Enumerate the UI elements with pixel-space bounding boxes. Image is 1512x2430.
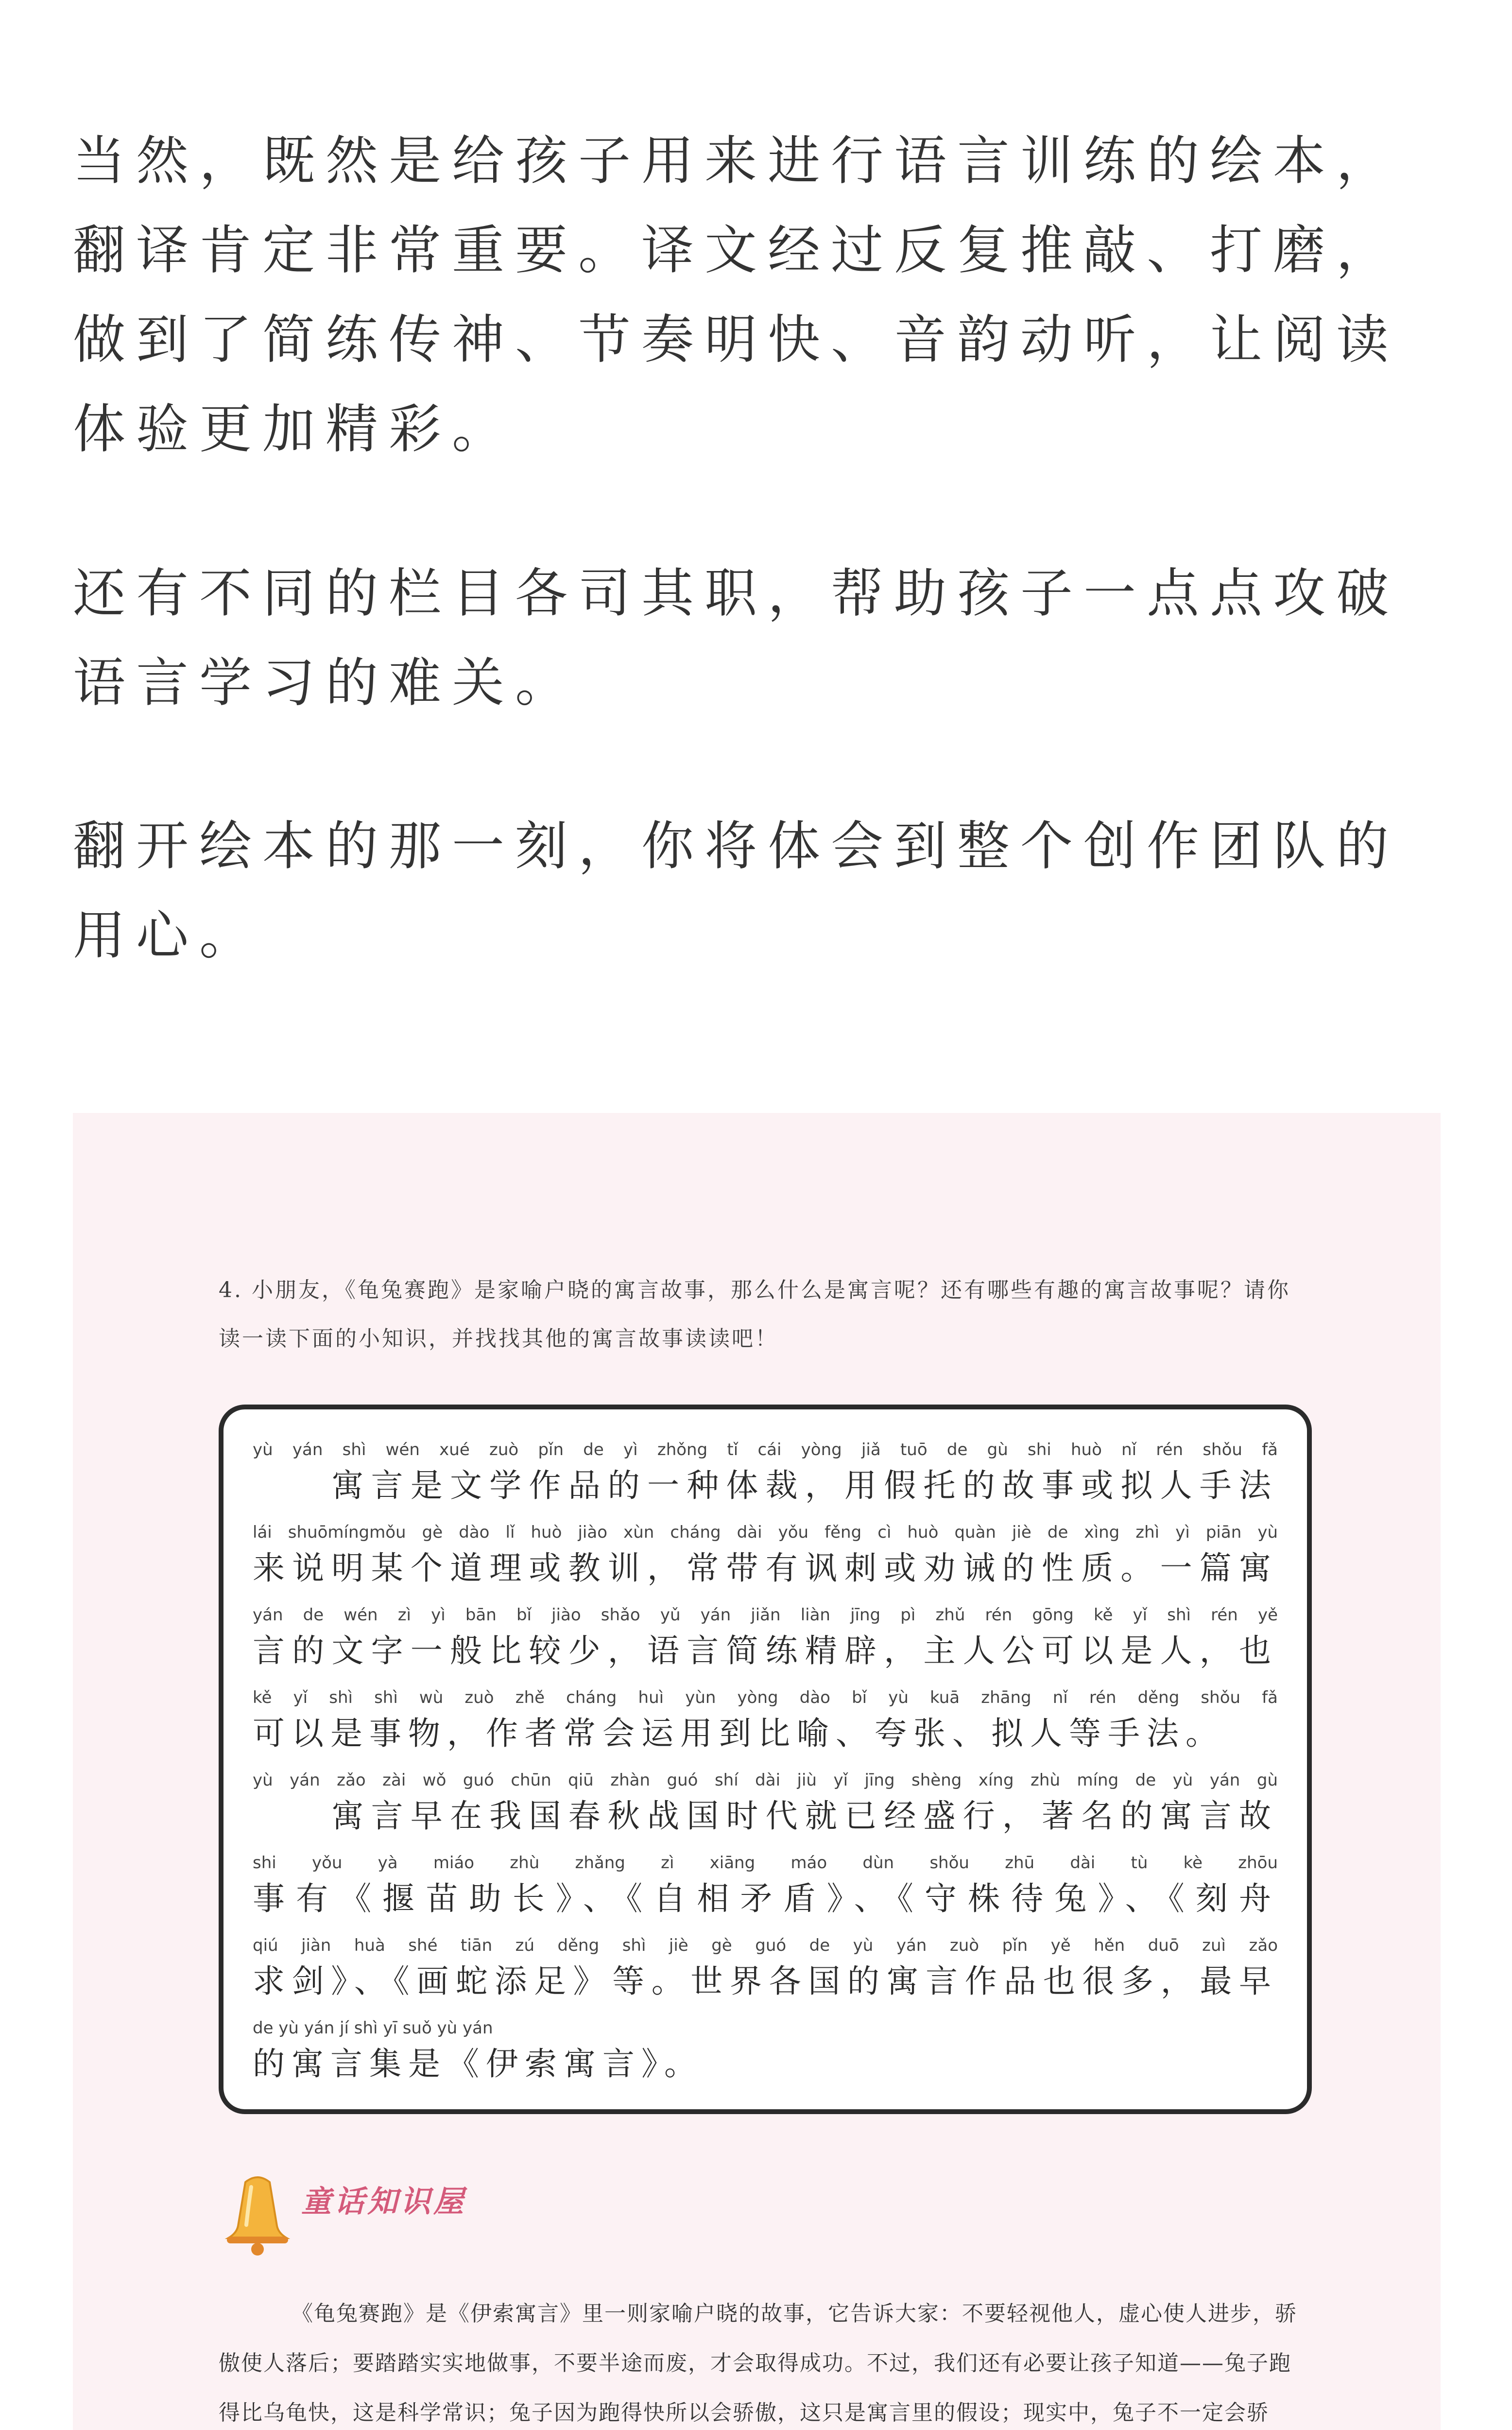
section-title-fairy-tale-knowledge: 童话知识屋 <box>301 2184 467 2219</box>
bell-icon <box>216 2168 299 2260</box>
pinyin-line <box>253 1686 1278 1774</box>
pinyin-text: shi yǒu yà miáo zhù zhǎng zì xiāng máo dùn shǒu zhū dài tù kè zhōu <box>253 1853 1278 1873</box>
pinyin-line <box>253 2017 1278 2104</box>
fable-knowledge-box <box>219 1405 1312 2114</box>
pinyin-line <box>253 1604 1278 1691</box>
intro-paragraph-translation: 当然，既然是给孩子用来进行语言训练的绘本，翻译肯定非常重要。译文经过反复推敲、打磨，做到了简练传神、节奏明快、音韵动听，让阅读体验更加精彩。 <box>73 131 1400 460</box>
pinyin-text: lái shuōmíngmǒu gè dào lǐ huò jiào xùn cháng dài yǒu fěng cì huò quàn jiè de xìng zhì yì piān yù <box>253 1523 1278 1542</box>
pinyin-line <box>253 1769 1278 1857</box>
hanzi-text: 来说明某个道理或教训，常带有讽刺或劝诫的性质。一篇寓 <box>253 1549 1278 1587</box>
hanzi-text: 言的文字一般比较少，语言简练精辟，主人公可以是人，也 <box>253 1632 1278 1669</box>
pinyin-line <box>253 1521 1278 1609</box>
hanzi-text: 事有《揠苗助长》、《自相矛盾》、《守株待兔》、《刻舟 <box>253 1880 1278 1917</box>
intro-paragraph-team: 翻开绘本的那一刻，你将体会到整个创作团队的用心。 <box>73 816 1400 966</box>
pinyin-text: de yù yán jí shì yī suǒ yù yán <box>253 2018 493 2038</box>
story-explanation: 《龟兔赛跑》是《伊索寓言》里一则家喻户晓的故事，它告诉大家：不要轻视他人，虚心使人进步，骄傲使人落后；要踏踏实实地做事，不要半途而废，才会取得成功。不过，我们还有必要让孩子知道——兔子跑得比乌龟快，这是科学常识；兔子因为跑得快所以会骄傲，这只是寓言里的假设；现实中，兔子不一定会骄 <box>219 2301 1297 2425</box>
pinyin-text: yù yán shì wén xué zuò pǐn de yì zhǒng tǐ cái yòng jiǎ tuō de gù shi huò nǐ rén shǒu fǎ <box>253 1440 1278 1459</box>
hanzi-text: 寓言早在我国春秋战国时代就已经盛行，著名的寓言故 <box>253 1797 1278 1835</box>
hanzi-text: 可以是事物，作者常会运用到比喻、夸张、拟人等手法。 <box>253 1715 1224 1752</box>
hanzi-text: 的寓言集是《伊索寓言》。 <box>253 2045 703 2083</box>
hanzi-text: 求剑》、《画蛇添足》等。世界各国的寓言作品也很多，最早 <box>253 1962 1278 2000</box>
pinyin-text: yù yán zǎo zài wǒ guó chūn qiū zhàn guó shí dài jiù yǐ jīng shèng xíng zhù míng de yù yán gù <box>253 1770 1278 1790</box>
intro-paragraph-columns: 还有不同的栏目各司其职，帮助孩子一点点攻破语言学习的难关。 <box>73 563 1400 713</box>
pinyin-line <box>253 1439 1278 1526</box>
book-page-image <box>73 1113 1441 2430</box>
pinyin-text: yán de wén zì yì bān bǐ jiào shǎo yǔ yán jiǎn liàn jīng pì zhǔ rén gōng kě yǐ shì rén yě <box>253 1605 1278 1625</box>
pinyin-text: kě yǐ shì shì wù zuò zhě cháng huì yùn yòng dào bǐ yù kuā zhāng nǐ rén děng shǒu fǎ <box>253 1688 1278 1707</box>
pinyin-line <box>253 1934 1278 2022</box>
book-question: 4. 小朋友，《龟兔赛跑》是家喻户晓的寓言故事，那么什么是寓言呢？还有哪些有趣的寓言故事呢？请你读一读下面的小知识，并找找其他的寓言故事读读吧！ <box>219 1278 1290 1351</box>
pinyin-text: qiú jiàn huà shé tiān zú děng shì jiè gè guó de yù yán zuò pǐn yě hěn duō zuì zǎo <box>253 1936 1278 1955</box>
pinyin-line <box>253 1852 1278 1939</box>
hanzi-text: 寓言是文学作品的一种体裁，用假托的故事或拟人手法 <box>253 1467 1278 1504</box>
